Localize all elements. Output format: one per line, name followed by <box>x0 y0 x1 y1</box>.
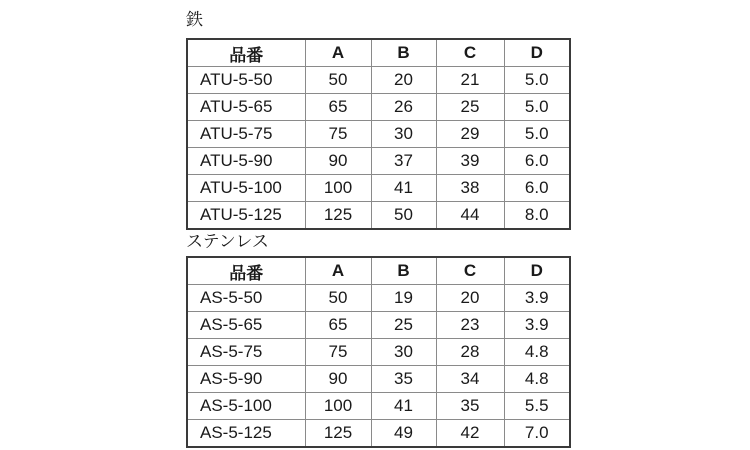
table-header-row <box>187 257 570 285</box>
value-a-cell: 125 <box>305 420 371 448</box>
header-a: A <box>305 257 371 285</box>
table-row <box>187 121 570 148</box>
table-header-row <box>187 39 570 67</box>
value-d-cell: 4.8 <box>504 339 570 366</box>
value-a-cell: 50 <box>305 67 371 94</box>
value-b-cell: 37 <box>371 148 436 175</box>
value-d-cell: 5.0 <box>504 121 570 148</box>
part-number-cell: AS-5-75 <box>187 339 305 366</box>
value-c-cell: 21 <box>436 67 504 94</box>
value-d-cell: 5.5 <box>504 393 570 420</box>
table-row <box>187 94 570 121</box>
value-a-cell: 90 <box>305 148 371 175</box>
value-c-cell: 44 <box>436 202 504 230</box>
value-d-cell: 7.0 <box>504 420 570 448</box>
value-a-cell: 75 <box>305 121 371 148</box>
header-a: A <box>305 39 371 67</box>
part-number-cell: ATU-5-90 <box>187 148 305 175</box>
value-c-cell: 25 <box>436 94 504 121</box>
value-a-cell: 65 <box>305 94 371 121</box>
value-b-cell: 50 <box>371 202 436 230</box>
value-c-cell: 20 <box>436 285 504 312</box>
header-b: B <box>371 39 436 67</box>
iron-section-title: 鉄 <box>186 10 203 30</box>
part-number-cell: AS-5-90 <box>187 366 305 393</box>
table-row <box>187 202 570 230</box>
value-d-cell: 6.0 <box>504 148 570 175</box>
value-b-cell: 30 <box>371 339 436 366</box>
value-c-cell: 28 <box>436 339 504 366</box>
stainless-spec-table <box>186 256 571 448</box>
value-b-cell: 35 <box>371 366 436 393</box>
value-c-cell: 38 <box>436 175 504 202</box>
part-number-cell: ATU-5-50 <box>187 67 305 94</box>
table-row <box>187 67 570 94</box>
table-row <box>187 285 570 312</box>
value-c-cell: 34 <box>436 366 504 393</box>
value-c-cell: 35 <box>436 393 504 420</box>
value-d-cell: 4.8 <box>504 366 570 393</box>
stainless-section-title: ステンレス <box>186 232 269 252</box>
value-d-cell: 5.0 <box>504 94 570 121</box>
value-d-cell: 8.0 <box>504 202 570 230</box>
value-a-cell: 100 <box>305 175 371 202</box>
part-number-cell: AS-5-50 <box>187 285 305 312</box>
part-number-cell: AS-5-100 <box>187 393 305 420</box>
value-b-cell: 19 <box>371 285 436 312</box>
header-part-number: 品番 <box>187 39 305 67</box>
header-d: D <box>504 39 570 67</box>
table-row <box>187 312 570 339</box>
value-b-cell: 30 <box>371 121 436 148</box>
value-b-cell: 49 <box>371 420 436 448</box>
value-b-cell: 25 <box>371 312 436 339</box>
value-a-cell: 90 <box>305 366 371 393</box>
value-b-cell: 41 <box>371 393 436 420</box>
value-b-cell: 41 <box>371 175 436 202</box>
value-a-cell: 50 <box>305 285 371 312</box>
header-d: D <box>504 257 570 285</box>
value-b-cell: 20 <box>371 67 436 94</box>
header-c: C <box>436 39 504 67</box>
table-row <box>187 420 570 448</box>
part-number-cell: ATU-5-65 <box>187 94 305 121</box>
value-a-cell: 125 <box>305 202 371 230</box>
value-a-cell: 65 <box>305 312 371 339</box>
part-number-cell: ATU-5-100 <box>187 175 305 202</box>
value-d-cell: 3.9 <box>504 312 570 339</box>
value-c-cell: 23 <box>436 312 504 339</box>
value-a-cell: 100 <box>305 393 371 420</box>
header-part-number: 品番 <box>187 257 305 285</box>
value-d-cell: 5.0 <box>504 67 570 94</box>
value-c-cell: 29 <box>436 121 504 148</box>
value-d-cell: 3.9 <box>504 285 570 312</box>
value-c-cell: 42 <box>436 420 504 448</box>
value-b-cell: 26 <box>371 94 436 121</box>
table-row <box>187 148 570 175</box>
table-row <box>187 339 570 366</box>
part-number-cell: ATU-5-125 <box>187 202 305 230</box>
header-b: B <box>371 257 436 285</box>
table-row <box>187 393 570 420</box>
part-number-cell: ATU-5-75 <box>187 121 305 148</box>
table-row <box>187 366 570 393</box>
header-c: C <box>436 257 504 285</box>
value-d-cell: 6.0 <box>504 175 570 202</box>
value-a-cell: 75 <box>305 339 371 366</box>
part-number-cell: AS-5-65 <box>187 312 305 339</box>
table-row <box>187 175 570 202</box>
iron-spec-table <box>186 38 571 230</box>
part-number-cell: AS-5-125 <box>187 420 305 448</box>
value-c-cell: 39 <box>436 148 504 175</box>
